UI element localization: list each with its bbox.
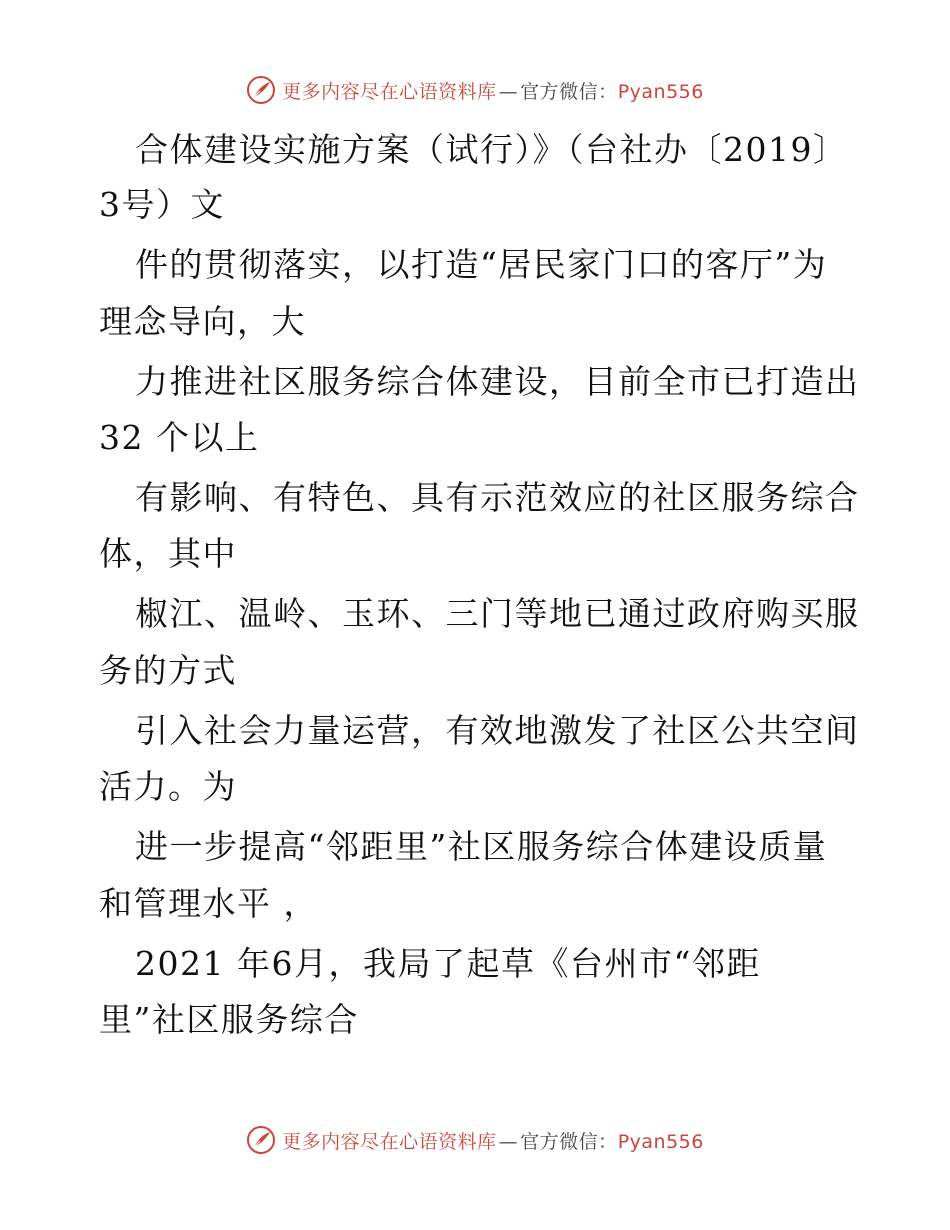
watermark-text [282, 1127, 704, 1154]
text-line: 3号）文 [99, 185, 225, 224]
text-line: 32 个以上 [99, 418, 260, 457]
text-line: 务的方式 [99, 651, 237, 690]
watermark-separator: — [498, 80, 519, 103]
watermark-main: 更多内容尽在心语资料库 [282, 1130, 497, 1153]
text-line: 和管理水平 ， [99, 884, 318, 923]
text-line: 理念导向，大 [99, 302, 306, 341]
text-line: 力推进社区服务综合体建设，目前全市已打造出 [135, 362, 860, 401]
watermark-text [282, 77, 704, 104]
text-line: 里”社区服务综合 [99, 1000, 359, 1039]
text-line: 活力。为 [99, 767, 237, 806]
feather-pen-logo-icon [246, 1125, 276, 1155]
text-line: 引入社会力量运营，有效地激发了社区公共空间 [135, 711, 860, 750]
watermark-label: 官方微信： [520, 1130, 618, 1153]
text-line: 件的贯彻落实，以打造“居民家门口的客厅”为 [135, 245, 828, 284]
feather-pen-logo-icon [246, 75, 276, 105]
text-line: 体，其中 [99, 534, 237, 573]
text-line: 进一步提高“邻距里”社区服务综合体建设质量 [135, 827, 828, 866]
text-line: 合体建设实施方案（试行）》（台社办〔2019〕 [135, 130, 848, 169]
text-line: 有影响、有特色、具有示范效应的社区服务综合 [135, 478, 860, 517]
header-watermark [0, 70, 950, 110]
watermark-main: 更多内容尽在心语资料库 [282, 80, 497, 103]
watermark-id: Pyan556 [617, 1130, 704, 1153]
watermark-label: 官方微信： [520, 80, 618, 103]
footer-watermark [0, 1120, 950, 1160]
text-line: 2021 年6月，我局了起草《台州市“邻距 [135, 944, 761, 983]
text-line: 椒江、温岭、玉环、三门等地已通过政府购买服 [135, 594, 860, 633]
watermark-id: Pyan556 [617, 80, 704, 103]
watermark-separator: — [498, 1130, 519, 1153]
